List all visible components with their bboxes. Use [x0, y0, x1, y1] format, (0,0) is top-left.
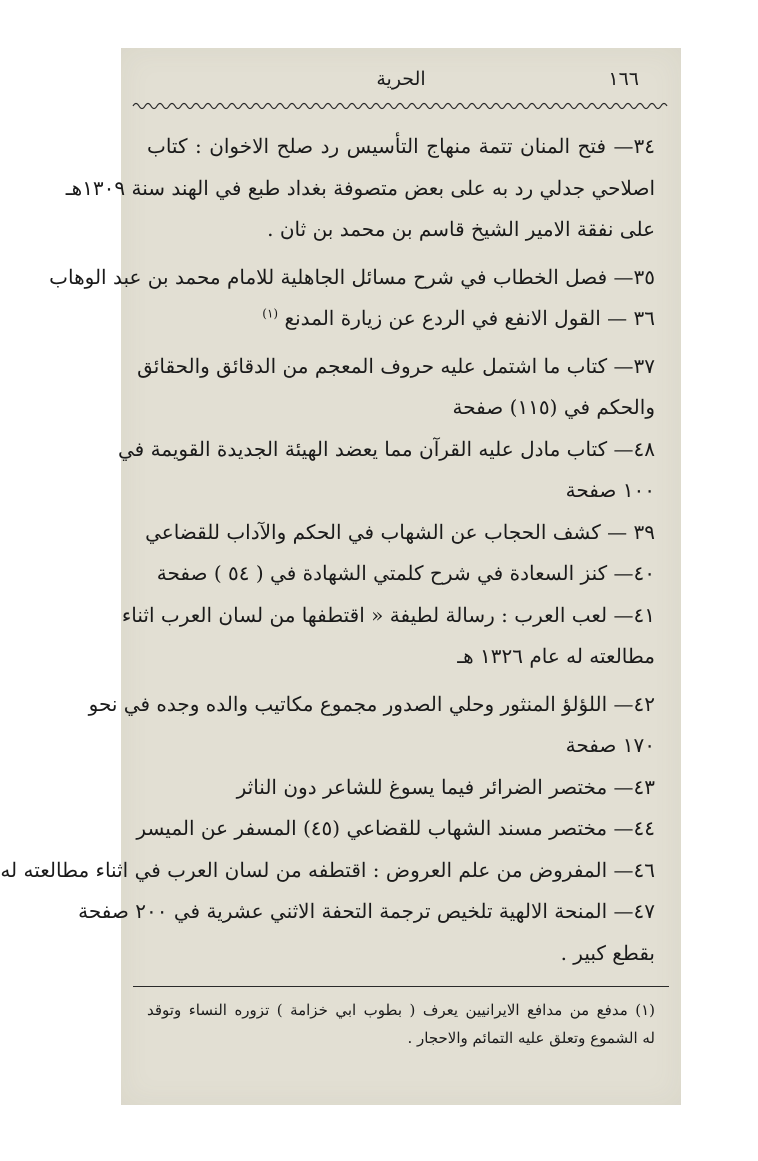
body-line: اصلاحي جدلي رد به على بعض متصوفة بغداد طبع في الهند سنة ١٣٠٩هـ: [65, 175, 655, 200]
body-line: ٤٣— مختصر الضرائر فيما يسوغ للشاعر دون الناثر: [236, 774, 655, 799]
book-page: [0, 48, 681, 1105]
footnotes: [147, 996, 655, 1052]
body-line: ٤٧— المنحة الالهية تلخيص ترجمة التحفة الاثني عشرية في ٢٠٠ صفحة: [78, 899, 655, 923]
body-line: ٣٩ — كشف الحجاب عن الشهاب في الحكم والآداب للقضاعي: [145, 519, 655, 544]
footnote-marker: (١): [262, 306, 279, 321]
body-line: ٤٦— المفروض من علم العروض : اقتطفه من لسان العرب في اثناء مطالعته له: [0, 857, 655, 882]
body-line: ٤٨— كتاب مادل عليه القرآن مما يعضد الهيئة الجديدة القويمة في: [117, 436, 655, 461]
body-line: ٣٧— كتاب ما اشتمل عليه حروف المعجم من الدقائق والحقائق: [137, 353, 655, 378]
body-line: ٣٥— فصل الخطاب في شرح مسائل الجاهلية للامام محمد بن عبد الوهاب: [49, 264, 655, 289]
body-line: [147, 298, 655, 340]
body-line: ١٧٠ صفحة: [565, 733, 655, 757]
page-body: [0, 126, 655, 974]
body-line-text: ٣٦ — القول الانفع في الردع عن زيارة المدنع: [284, 306, 655, 330]
footnote-line: (١) مدفع من مدافع الايرانيين يعرف ( بطوب ابي خزامة ) تزوره النساء وتوقد: [147, 1001, 655, 1019]
body-line: ١٠٠ صفحة: [565, 478, 655, 502]
body-line: بقطع كبير .: [560, 940, 655, 965]
body-line: ٣٤— فتح المنان تتمة منهاج التأسيس رد صلح الاخوان : كتاب: [147, 134, 655, 158]
footnote-line: له الشموع وتعلق عليه التمائم والاحجار .: [407, 1029, 655, 1047]
wavy-divider: [133, 100, 669, 112]
body-line: ٤٤— مختصر مسند الشهاب للقضاعي (٤٥) المسفر عن الميسر: [136, 816, 655, 840]
footnote-divider: [133, 986, 669, 987]
page-number: ١٦٦: [608, 68, 639, 90]
running-title: الحرية: [376, 68, 426, 90]
body-line: ٤١— لعب العرب : رسالة لطيفة « اقتطفها من لسان العرب اثناء: [121, 602, 655, 627]
body-line: مطالعته له عام ١٣٢٦ هـ: [457, 644, 655, 668]
body-line: ٤٢— اللؤلؤ المنثور وحلي الصدور مجموع مكاتيب والده وجده في نحو: [88, 691, 655, 716]
body-line: والحكم في (١١٥) صفحة: [452, 395, 655, 419]
body-line: ٤٠— كنز السعادة في شرح كلمتي الشهادة في ( ٥٤ ) صفحة: [156, 561, 655, 585]
body-line: على نفقة الامير الشيخ قاسم بن محمد بن ثان .: [267, 217, 655, 241]
page-header: [121, 68, 681, 98]
